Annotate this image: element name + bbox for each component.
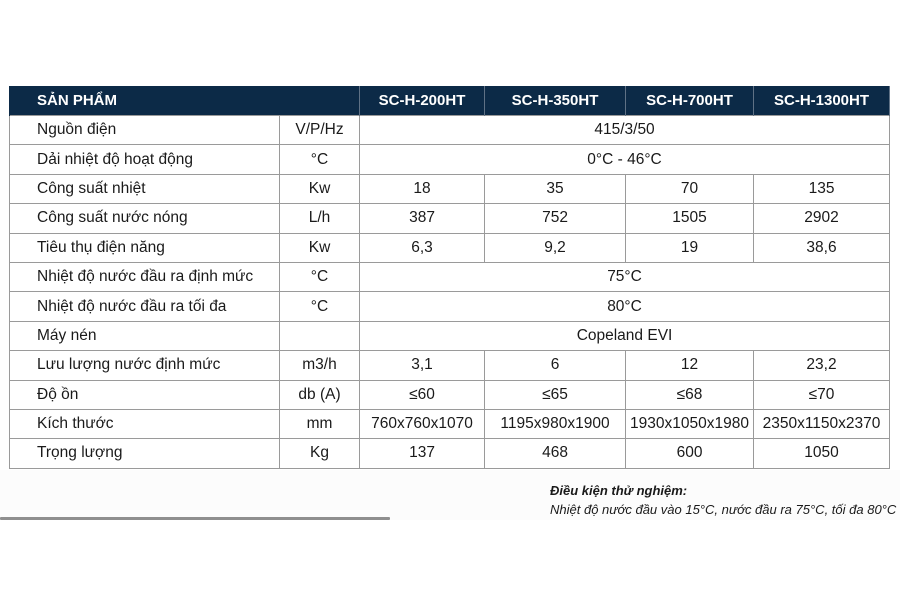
row-value: 135 (754, 174, 890, 203)
row-value: 70 (626, 174, 754, 203)
header-model: SC-H-700HT (626, 86, 754, 116)
row-value: ≤60 (360, 380, 485, 409)
row-value: 2350x1150x2370 (754, 409, 890, 438)
row-unit: °C (280, 262, 360, 291)
row-value: 35 (485, 174, 626, 203)
row-unit: V/P/Hz (280, 116, 360, 145)
row-value: 38,6 (754, 233, 890, 262)
table-row (10, 145, 890, 174)
row-value: 468 (485, 439, 626, 468)
row-label: Tiêu thụ điện năng (10, 233, 280, 262)
row-value: 1195x980x1900 (485, 409, 626, 438)
table-row (10, 116, 890, 145)
table-row (10, 262, 890, 291)
row-unit: db (A) (280, 380, 360, 409)
row-value: 1930x1050x1980 (626, 409, 754, 438)
row-label: Độ ồn (10, 380, 280, 409)
row-unit: °C (280, 292, 360, 321)
row-unit: Kw (280, 233, 360, 262)
row-label: Kích thước (10, 409, 280, 438)
row-label: Trọng lượng (10, 439, 280, 468)
header-model: SC-H-200HT (360, 86, 485, 116)
row-unit: mm (280, 409, 360, 438)
row-value: 760x760x1070 (360, 409, 485, 438)
row-value: 1050 (754, 439, 890, 468)
row-value: 9,2 (485, 233, 626, 262)
table-row (10, 233, 890, 262)
row-unit: m3/h (280, 351, 360, 380)
horizontal-scrollbar[interactable] (0, 517, 390, 520)
row-label: Công suất nước nóng (10, 204, 280, 233)
row-value: 6 (485, 351, 626, 380)
row-value: ≤65 (485, 380, 626, 409)
table-row (10, 439, 890, 468)
row-unit: Kg (280, 439, 360, 468)
row-label: Nhiệt độ nước đầu ra định mức (10, 262, 280, 291)
row-unit: L/h (280, 204, 360, 233)
header-product-label: SẢN PHẨM (10, 86, 360, 116)
table-row (10, 321, 890, 350)
table-row (10, 351, 890, 380)
row-label: Nguồn điện (10, 116, 280, 145)
row-value: 1505 (626, 204, 754, 233)
row-merged-value: 0°C - 46°C (360, 145, 890, 174)
row-unit (280, 321, 360, 350)
table-header-row (10, 86, 890, 116)
row-label: Công suất nhiệt (10, 174, 280, 203)
row-merged-value: 80°C (360, 292, 890, 321)
row-value: ≤70 (754, 380, 890, 409)
note-text: Nhiệt độ nước đầu vào 15°C, nước đầu ra 75°C, tối đa 80°C (550, 502, 897, 517)
row-value: 18 (360, 174, 485, 203)
row-value: 12 (626, 351, 754, 380)
row-value: 6,3 (360, 233, 485, 262)
row-value: 137 (360, 439, 485, 468)
row-merged-value: Copeland EVI (360, 321, 890, 350)
row-value: ≤68 (626, 380, 754, 409)
table-row (10, 409, 890, 438)
table-row (10, 380, 890, 409)
table-row (10, 204, 890, 233)
table-row (10, 292, 890, 321)
row-value: 387 (360, 204, 485, 233)
row-unit: °C (280, 145, 360, 174)
row-value: 752 (485, 204, 626, 233)
row-label: Nhiệt độ nước đầu ra tối đa (10, 292, 280, 321)
row-merged-value: 75°C (360, 262, 890, 291)
row-value: 3,1 (360, 351, 485, 380)
row-value: 2902 (754, 204, 890, 233)
table-row (10, 174, 890, 203)
spec-table (9, 86, 890, 469)
header-model: SC-H-1300HT (754, 86, 890, 116)
row-value: 19 (626, 233, 754, 262)
row-merged-value: 415/3/50 (360, 116, 890, 145)
row-unit: Kw (280, 174, 360, 203)
row-value: 600 (626, 439, 754, 468)
row-label: Máy nén (10, 321, 280, 350)
note-title: Điều kiện thử nghiệm: (550, 483, 688, 498)
row-label: Lưu lượng nước định mức (10, 351, 280, 380)
header-model: SC-H-350HT (485, 86, 626, 116)
row-value: 23,2 (754, 351, 890, 380)
test-conditions-note (550, 481, 896, 519)
row-label: Dải nhiệt độ hoạt động (10, 145, 280, 174)
